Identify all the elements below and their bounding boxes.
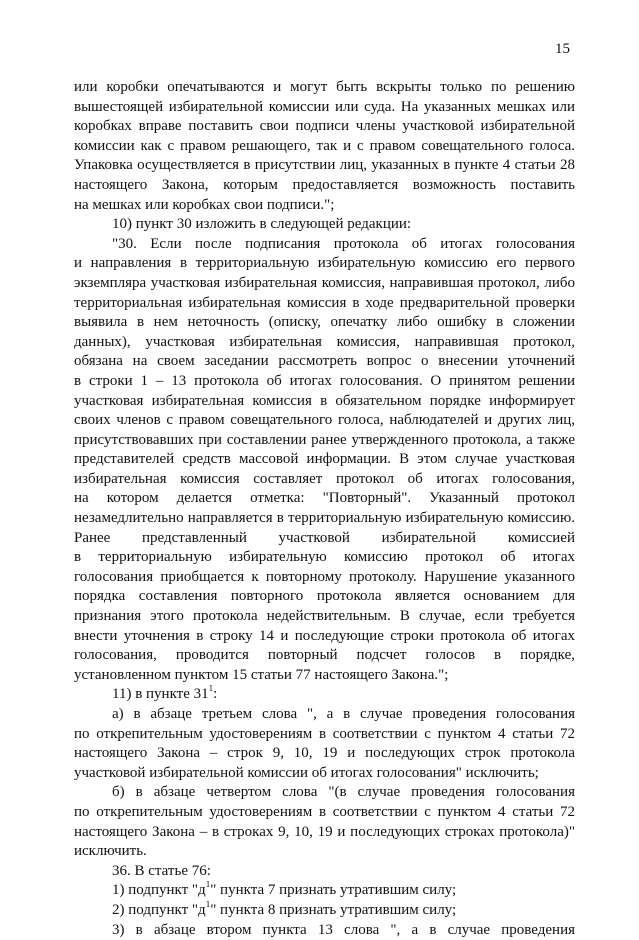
line-text: территориальная избирательная комиссия в ходе предварительной проверки bbox=[74, 294, 575, 311]
text-line bbox=[74, 705, 575, 725]
text-line bbox=[74, 372, 575, 392]
line-text-continuation: : bbox=[213, 686, 218, 703]
text-line bbox=[74, 196, 575, 216]
line-text: внести уточнения в строку 14 и последующие строки протокола об итогах bbox=[74, 627, 575, 644]
text-line bbox=[74, 78, 575, 98]
line-text: 1) подпункт "д bbox=[112, 882, 206, 899]
text-line bbox=[74, 666, 575, 686]
line-text: на мешках или коробках свои подписи."; bbox=[74, 196, 335, 213]
text-line bbox=[74, 803, 575, 823]
text-line bbox=[74, 764, 575, 784]
text-line bbox=[74, 294, 575, 314]
text-line bbox=[74, 646, 575, 666]
line-text-continuation: " пункта 8 признать утратившим силу; bbox=[210, 901, 457, 918]
text-line bbox=[74, 411, 575, 431]
text-line bbox=[74, 823, 575, 843]
text-line bbox=[74, 529, 575, 549]
superscript: 1 bbox=[205, 881, 211, 890]
text-line bbox=[74, 352, 575, 372]
text-line bbox=[74, 607, 575, 627]
line-text: настоящего Закона – строк 9, 10, 19 и последующих строк протокола bbox=[74, 745, 575, 762]
line-text: в строки 1 – 13 протокола об итогах голосования. О принятом решении bbox=[74, 372, 575, 389]
text-line bbox=[74, 156, 575, 176]
line-text: б) в абзаце четвертом слова "(в случае проведения голосования bbox=[112, 784, 575, 801]
text-line bbox=[74, 235, 575, 255]
line-text: по открепительным удостоверениям в соответствии с пунктом 4 статьи 72 bbox=[74, 725, 575, 742]
line-text-continuation: " пункта 7 признать утратившим силу; bbox=[210, 882, 457, 899]
line-text: настоящего Закона, которым предоставляется возможность поставить bbox=[74, 176, 575, 193]
line-text: участковой избирательной комиссии об итогах голосования" исключить; bbox=[74, 764, 539, 781]
text-line bbox=[74, 215, 575, 235]
line-text: и направления в территориальную избирательную комиссию его первого bbox=[74, 255, 575, 272]
page-number: 15 bbox=[555, 41, 570, 57]
text-line bbox=[74, 333, 575, 353]
line-text: Упаковка осуществляется в присутствии лиц, указанных в пункте 4 статьи 28 bbox=[74, 157, 575, 174]
line-text: голосования приобщается к повторному протоколу. Нарушение указанного bbox=[74, 568, 575, 585]
text-line bbox=[74, 254, 575, 274]
line-text: порядка составления повторного протокола является основанием для bbox=[74, 588, 575, 605]
line-text: исключить. bbox=[74, 843, 147, 860]
text-line bbox=[74, 783, 575, 803]
line-text: данных), участковая избирательная комиссия, направившая протокол, bbox=[74, 333, 575, 350]
text-line bbox=[74, 509, 575, 529]
line-text: выявила в нем неточность (описку, опечатку либо ошибку в сложении bbox=[74, 314, 575, 331]
text-line bbox=[74, 901, 575, 921]
line-text: признания этого протокола недействительным. В случае, если требуется bbox=[74, 608, 575, 625]
line-text: вышестоящей избирательной комиссии или суда. На указанных мешках или bbox=[74, 98, 575, 115]
text-line bbox=[74, 627, 575, 647]
line-text: обязана на своем заседании рассмотреть вопрос о внесении уточнений bbox=[74, 353, 575, 370]
text-line bbox=[74, 685, 575, 705]
document-body bbox=[74, 78, 575, 940]
line-text: участковая избирательная комиссия в обязательном порядке информирует bbox=[74, 392, 575, 409]
line-text: на котором делается отметка: "Повторный". Указанный протокол bbox=[74, 490, 575, 507]
text-line bbox=[74, 548, 575, 568]
line-text: Ранее представленный участковой избирательной комиссией bbox=[74, 529, 575, 546]
text-line bbox=[74, 313, 575, 333]
text-line bbox=[74, 176, 575, 196]
line-text: представителей средств массовой информации. В этом случае участковая bbox=[74, 451, 575, 468]
text-line bbox=[74, 431, 575, 451]
text-line bbox=[74, 137, 575, 157]
line-text: голосования, проводится повторный подсчет голосов в порядке, bbox=[74, 647, 575, 664]
text-line bbox=[74, 98, 575, 118]
superscript: 1 bbox=[205, 900, 211, 909]
line-text: или коробки опечатываются и могут быть вскрыты только по решению bbox=[74, 79, 575, 95]
text-line bbox=[74, 274, 575, 294]
line-text: 10) пункт 30 изложить в следующей редакции: bbox=[112, 216, 412, 233]
line-text: в территориальную избирательную комиссию протокол об итогах bbox=[74, 549, 575, 566]
line-text: а) в абзаце третьем слова ", а в случае проведения голосования bbox=[112, 706, 575, 722]
text-line bbox=[74, 489, 575, 509]
text-line bbox=[74, 842, 575, 862]
text-line bbox=[74, 117, 575, 137]
line-text: 3) в абзаце втором пункта 13 слова ", а в случае проведения bbox=[112, 921, 575, 938]
line-text: комиссии как с правом решающего, так и с правом совещательного голоса. bbox=[74, 137, 575, 154]
line-text: коробках вправе поставить свои подписи члены участковой избирательной bbox=[74, 118, 575, 135]
text-line bbox=[74, 725, 575, 745]
text-line bbox=[74, 744, 575, 764]
line-text: незамедлительно направляется в территориальную избирательную комиссию. bbox=[74, 510, 575, 527]
line-text: 36. В статье 76: bbox=[112, 862, 211, 879]
text-line bbox=[74, 862, 575, 882]
text-line bbox=[74, 450, 575, 470]
line-text: 11) в пункте 31 bbox=[112, 686, 209, 703]
line-text: настоящего Закона – в строках 9, 10, 19 и последующих строках протокола)" bbox=[74, 823, 575, 840]
text-line bbox=[74, 392, 575, 412]
superscript: 1 bbox=[208, 685, 214, 694]
text-line bbox=[74, 470, 575, 490]
line-text: установленном пунктом 15 статьи 77 настоящего Закона."; bbox=[74, 666, 449, 683]
line-text: "30. Если после подписания протокола об итогах голосования bbox=[112, 235, 575, 252]
text-line bbox=[74, 921, 575, 940]
line-text: присутствовавших при составлении ранее утвержденного протокола, а также bbox=[74, 431, 575, 448]
line-text: экземпляра участковая избирательная комиссия, направившая протокол, либо bbox=[74, 274, 575, 291]
text-line bbox=[74, 881, 575, 901]
text-line bbox=[74, 587, 575, 607]
line-text: по открепительным удостоверениям в соответствии с пунктом 4 статьи 72 bbox=[74, 803, 575, 820]
text-line bbox=[74, 568, 575, 588]
line-text: своих членов с правом совещательного голоса, наблюдателей и других лиц, bbox=[74, 412, 575, 429]
line-text: избирательная комиссия составляет протокол об итогах голосования, bbox=[74, 470, 575, 487]
line-text: 2) подпункт "д bbox=[112, 901, 206, 918]
